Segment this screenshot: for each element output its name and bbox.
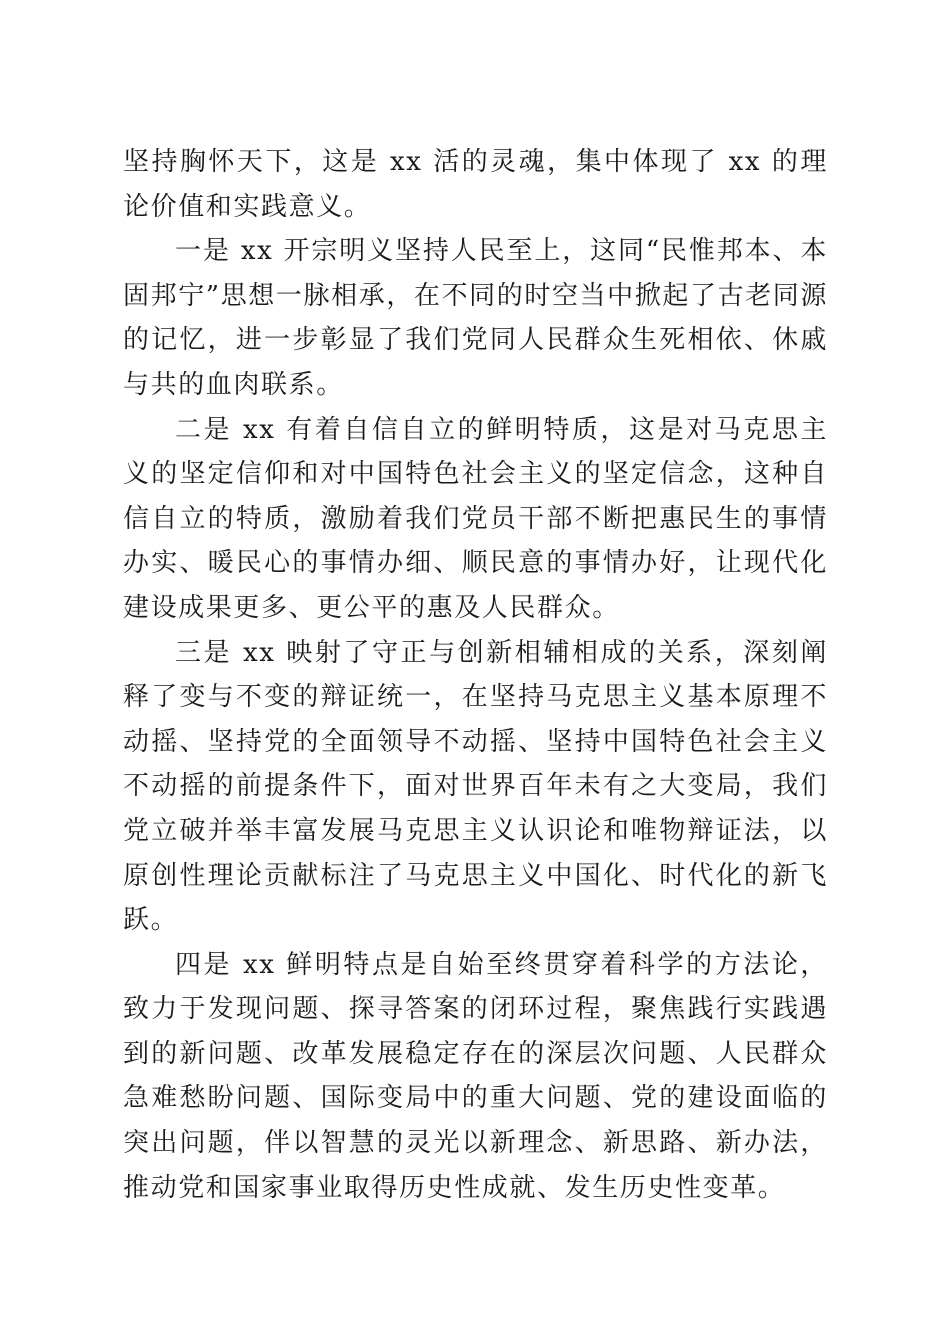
document-page	[123, 140, 828, 1210]
paragraph-point-one: 一是 xx 开宗明义坚持人民至上，这同“民惟邦本、本固邦宁”思想一脉相承，在不同的时空当中掀起了古老同源的记忆，进一步彰显了我们党同人民群众生死相依、休戚与共的血肉联系。	[123, 236, 828, 400]
paragraph-intro: 坚持胸怀天下，这是 xx 活的灵魂，集中体现了 xx 的理论价值和实践意义。	[123, 147, 828, 222]
paragraph-point-four: 四是 xx 鲜明特点是自始至终贯穿着科学的方法论，致力于发现问题、探寻答案的闭环过程，聚焦践行实践遇到的新问题、改革发展稳定存在的深层次问题、人民群众急难愁盼问题、国际变局中的重大问题、党的建设面临的突出问题，伴以智慧的灵光以新理念、新思路、新办法，推动党和国家事业取得历史性成就、发生历史性变革。	[123, 949, 828, 1203]
paragraph-point-two: 二是 xx 有着自信自立的鲜明特质，这是对马克思主义的坚定信仰和对中国特色社会主义的坚定信念，这种自信自立的特质，激励着我们党员干部不断把惠民生的事情办实、暖民心的事情办细、顺民意的事情办好，让现代化建设成果更多、更公平的惠及人民群众。	[123, 414, 828, 623]
paragraph-point-three: 三是 xx 映射了守正与创新相辅相成的关系，深刻阐释了变与不变的辩证统一，在坚持马克思主义基本原理不动摇、坚持党的全面领导不动摇、坚持中国特色社会主义不动摇的前提条件下，面对世界百年未有之大变局，我们党立破并举丰富发展马克思主义认识论和唯物辩证法，以原创性理论贡献标注了马克思主义中国化、时代化的新飞跃。	[123, 637, 828, 936]
